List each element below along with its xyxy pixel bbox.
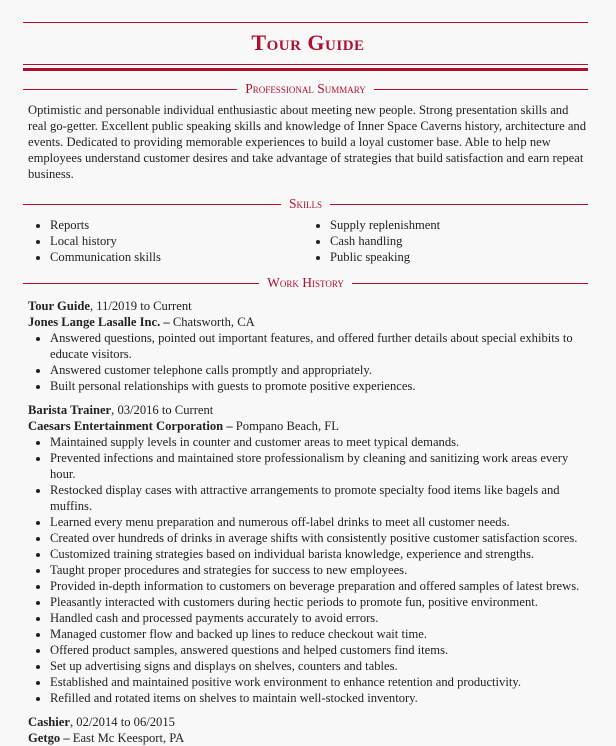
job-entry	[28, 298, 588, 394]
skills-list	[28, 217, 588, 265]
skill-item: • Supply replenishment	[330, 217, 588, 233]
job-bullet: • Prevented infections and maintained store professionalism by cleaning and sanitizing work areas every hour.	[50, 450, 588, 482]
section-heading-skills	[23, 195, 588, 213]
divider	[23, 68, 588, 71]
job-title-line	[28, 402, 588, 418]
heading-text: Professional Summary	[245, 81, 366, 96]
job-bullet: • Learned every menu preparation and numerous off-label drinks to meet all customer needs.	[50, 514, 588, 530]
job-title: Cashier	[28, 715, 70, 729]
job-title: Barista Trainer	[28, 403, 112, 417]
job-bullet: • Answered customer telephone calls promptly and appropriately.	[50, 362, 588, 378]
job-bullet: • Handled cash and processed payments accurately to avoid errors.	[50, 610, 588, 626]
heading-text: Skills	[289, 196, 323, 211]
company-location: Pompano Beach, FL	[232, 419, 339, 433]
job-title: Tour Guide	[28, 299, 90, 313]
job-bullet: • Taught proper procedures and strategies for success to new employees.	[50, 562, 588, 578]
job-dates: , 02/2014 to 06/2015	[69, 715, 175, 729]
skill-item: • Local history	[50, 233, 308, 249]
job-title-line	[28, 298, 588, 314]
job-bullet: • Maintained supply levels in counter and customer areas to meet typical demands.	[50, 434, 588, 450]
skill-item: • Communication skills	[50, 249, 308, 265]
job-bullet: • Established and maintained positive work environment to enhance retention and productivity.	[50, 674, 588, 690]
job-bullet: • Created over hundreds of drinks in average shifts with consistently positive customer satisfaction scores.	[50, 530, 588, 546]
skill-item: • Reports	[50, 217, 308, 233]
work-history-list	[28, 298, 588, 746]
job-bullet: • Answered questions, pointed out important features, and offered further details about special exhibits to educate visitors.	[50, 330, 588, 362]
job-title-line	[28, 714, 588, 730]
divider	[23, 64, 588, 65]
job-bullet: • Customized training strategies based on individual barista knowledge, experience and strengths.	[50, 546, 588, 562]
job-bullet: • Built personal relationships with guests to promote positive experiences.	[50, 378, 588, 394]
job-bullet: • Managed customer flow and backed up lines to reduce checkout wait time.	[50, 626, 588, 642]
job-bullet: • Pleasantly interacted with customers during hectic periods to promote fun, positive environment.	[50, 594, 588, 610]
company-location: East Mc Keesport, PA	[69, 731, 185, 745]
skill-item: • Public speaking	[330, 249, 588, 265]
job-company-line	[28, 418, 588, 434]
job-entry	[28, 402, 588, 706]
skills-right-column	[308, 217, 588, 265]
job-bullets	[28, 434, 588, 706]
company-location: Chatsworth, CA	[169, 315, 255, 329]
job-bullet: • Restocked display cases with attractive arrangements to promote specialty food items like bagels and muffins.	[50, 482, 588, 514]
heading-text: Work History	[267, 275, 344, 290]
job-bullet: • Refilled and rotated items on shelves to maintain well-stocked inventory.	[50, 690, 588, 706]
company-name: Getgo –	[28, 731, 70, 745]
job-company-line	[28, 730, 588, 746]
job-bullets	[28, 330, 588, 394]
job-bullet: • Offered product samples, answered questions and helped customers find items.	[50, 642, 588, 658]
summary-text: Optimistic and personable individual enthusiastic about meeting new people. Strong presentation skills and real go-getter. Excellent public speaking skills and knowledge of Inner Space Caverns history, architecture and events. Dedicated to providing memorable experiences to build a loyal customer base. Able to help new employees understand customer desires and take advantage of strategies that build satisfaction and earn repeat business.	[28, 103, 587, 181]
job-bullet: • Set up advertising signs and displays on shelves, counters and tables.	[50, 658, 588, 674]
resume-title: Tour Guide	[251, 30, 365, 55]
job-dates: , 11/2019 to Current	[89, 299, 192, 313]
job-entry	[28, 714, 588, 746]
job-company-line	[28, 314, 588, 330]
section-heading-work-history	[23, 274, 588, 292]
section-heading-summary	[23, 80, 588, 98]
divider	[23, 22, 588, 23]
job-bullet: • Provided in-depth information to customers on beverage preparation and offered samples of latest brews.	[50, 578, 588, 594]
skills-left-column	[28, 217, 308, 265]
company-name: Jones Lange Lasalle Inc. –	[28, 315, 170, 329]
job-dates: , 03/2016 to Current	[111, 403, 214, 417]
skill-item: • Cash handling	[330, 233, 588, 249]
company-name: Caesars Entertainment Corporation –	[28, 419, 233, 433]
